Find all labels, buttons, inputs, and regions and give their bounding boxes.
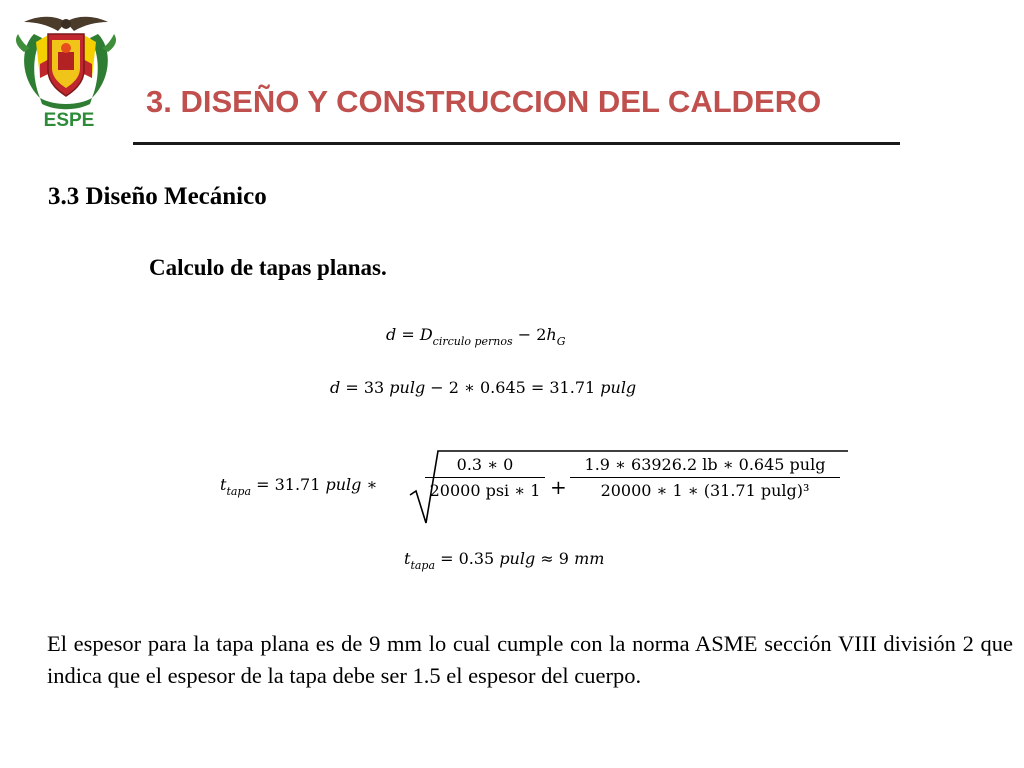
eq2-unit-2: pulg: [600, 378, 637, 397]
section-heading: 3.3 Diseño Mecánico: [48, 183, 267, 210]
page-title: 3. DISEÑO Y CONSTRUCCION DEL CALDERO: [146, 84, 822, 119]
eq2-lhs: d: [330, 378, 341, 397]
eq3-t: t: [220, 475, 227, 494]
logo-text: ESPE: [43, 110, 95, 131]
subsection-heading: Calculo de tapas planas.: [149, 255, 387, 280]
eq1-h: h: [546, 325, 557, 344]
eq3-plus: +: [550, 475, 567, 499]
eq4-rest: = 0.35: [435, 549, 500, 568]
conclusion-paragraph: El espesor para la tapa plana es de 9 mm lo cual cumple con la norma ASME sección VIII división 2 que indica que el espesor de la tapa debe ser 1.5 el espesor del cuerpo.: [47, 631, 1013, 688]
eq4-t-subscript: tapa: [410, 559, 436, 572]
eq3-fraction-2-numerator: 1.9 ∗ 63926.2 lb ∗ 0.645 pulg: [584, 455, 826, 474]
eq3-fraction-1-numerator: 0.3 ∗ 0: [456, 455, 514, 474]
equation-thickness-formula: [220, 447, 840, 527]
eq1-minus: − 2: [512, 325, 547, 344]
eq1-h-subscript: G: [556, 335, 566, 348]
eq3-fraction-1-denominator: 20000 psi ∗ 1: [425, 477, 545, 500]
espe-coat-of-arms-icon: [10, 12, 122, 112]
equation-diameter-formula: [386, 325, 566, 348]
eq3-equals: = 31.71: [251, 475, 326, 494]
eq4-mm: mm: [574, 549, 605, 568]
equation-diameter-value: [330, 378, 636, 397]
eq1-equals: =: [396, 325, 420, 344]
eq3-fraction-2-denominator: 20000 ∗ 1 ∗ (31.71 pulg)³: [570, 477, 840, 500]
eq4-approx: ≈ 9: [535, 549, 575, 568]
eq3-times: ∗: [361, 475, 378, 494]
eq3-fraction-1: [425, 455, 545, 500]
title-divider: [133, 142, 900, 145]
equation-thickness-result: [404, 549, 604, 572]
eq2-rest: = 33: [340, 378, 390, 397]
eq3-unit: pulg: [325, 475, 362, 494]
eq4-t: t: [404, 549, 411, 568]
eq1-D-subscript: circulo pernos: [432, 335, 513, 348]
eq1-lhs: d: [386, 325, 397, 344]
eq1-D: D: [419, 325, 433, 344]
eq3-fraction-2: [570, 455, 840, 500]
eq3-t-subscript: tapa: [226, 485, 252, 498]
eq3-lhs: [220, 475, 377, 498]
eq2-mid: − 2 ∗ 0.645 = 31.71: [425, 378, 601, 397]
eq4-unit: pulg: [499, 549, 536, 568]
eq2-unit-1: pulg: [389, 378, 426, 397]
